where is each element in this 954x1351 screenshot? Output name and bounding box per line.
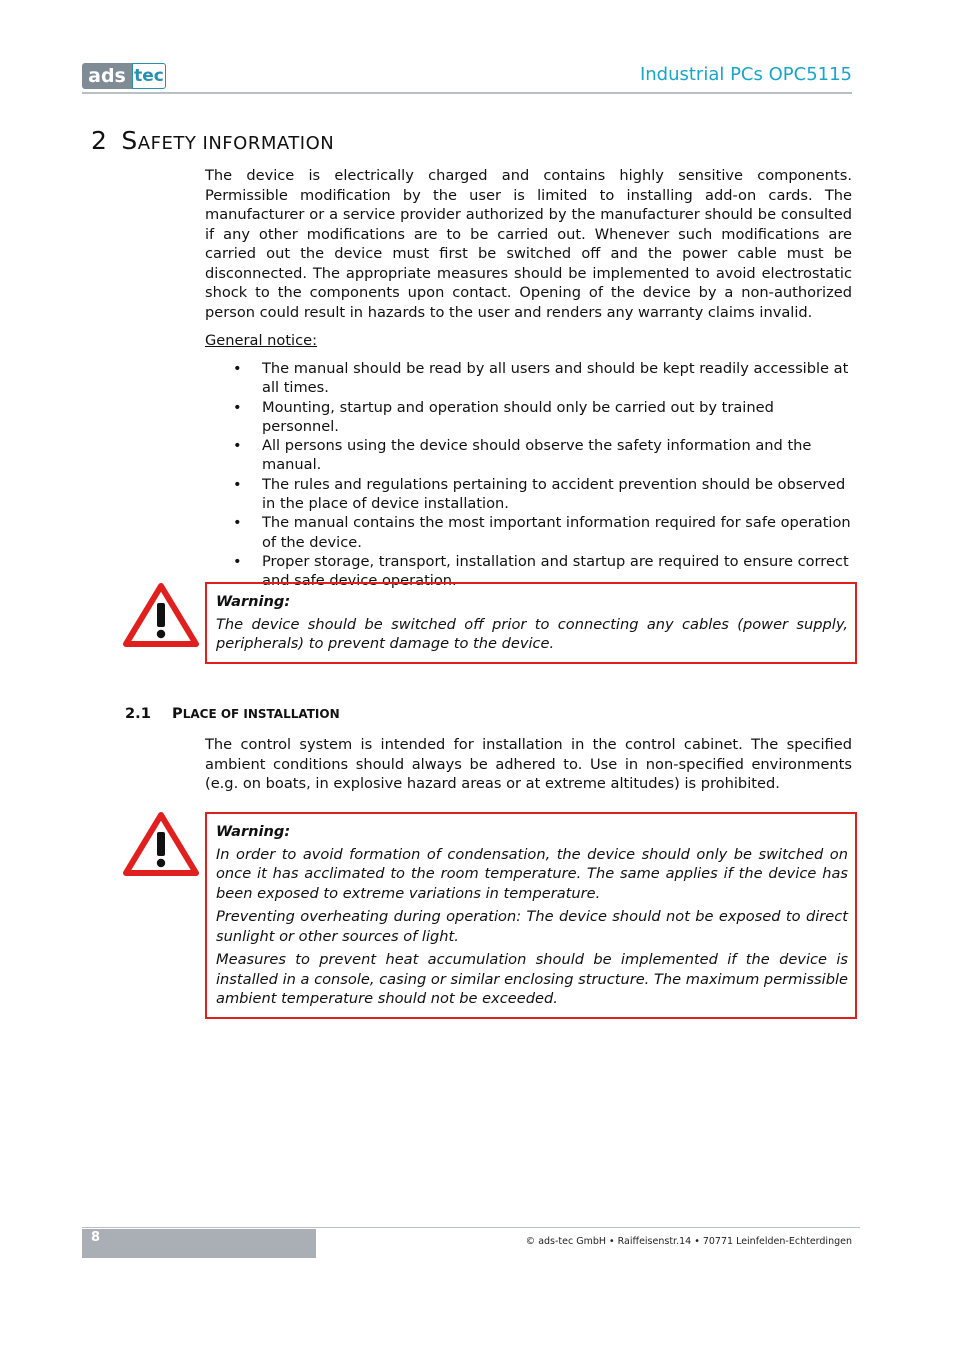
- page-number-bar: [82, 1229, 316, 1258]
- subsection-heading: [125, 705, 340, 722]
- header-divider: [82, 92, 852, 94]
- footer-divider: [82, 1227, 860, 1228]
- notice-list: [205, 359, 852, 591]
- section-title-initial: S: [121, 126, 138, 155]
- installation-paragraph: The control system is intended for installation in the control cabinet. The specified ambient conditions should always be adhered to. Use in non-specified environments (e.g. on boats, in explosive hazard areas or at extreme altitudes) is prohibited.: [205, 736, 852, 792]
- logo-tec-text: tec: [132, 63, 166, 89]
- warning-text: Measures to prevent heat accumulation should be implemented if the device is installed in a console, casing or similar enclosing structure. The maximum permissible ambient temperature should not be exceeded.: [216, 951, 848, 1007]
- general-notice-label: General notice:: [205, 332, 318, 349]
- warning-box: [205, 582, 857, 664]
- warning-triangle-icon: [123, 812, 199, 876]
- warning-box: [205, 812, 857, 1019]
- list-item: • All persons using the device should observe the safety information and the manual.: [205, 436, 852, 475]
- page-number: 8: [91, 1230, 101, 1245]
- warning-text: The device should be switched off prior to connecting any cables (power supply, peripherals) to prevent damage to the device.: [216, 615, 848, 652]
- section-intro-paragraph: The device is electrically charged and contains highly sensitive components. Permissible modification by the user is limited to installing add-on cards. The manufacturer or a service provider authorized by the manufacturer should be consulted if any other modifications are to be carried out. Whenever such modifications are carried out the device must first be switched off and the power cable must be disconnected. The appropriate measures should be implemented to avoid electrostatic shock to the components upon contact. Opening of the device by a non-authorized person could result in hazards to the user and renders any warranty claims invalid.: [205, 167, 852, 321]
- section-title-rest: AFETY INFORMATION: [137, 133, 335, 154]
- warning-triangle-icon: [123, 583, 199, 647]
- list-item: • The manual contains the most important information required for safe operation of the device.: [205, 513, 852, 552]
- warning-title: Warning:: [216, 593, 291, 610]
- subsection-number: 2.1: [125, 705, 151, 722]
- warning-text: In order to avoid formation of condensation, the device should only be switched on once it has acclimated to the room temperature. The same applies if the device has been exposed to extreme variations in temperature.: [216, 845, 848, 902]
- list-item: • The manual should be read by all users and should be kept readily accessible at all times.: [205, 359, 852, 398]
- warning-title: Warning:: [216, 823, 291, 840]
- company-logo: [82, 63, 166, 89]
- subsection-title-rest: LACE OF INSTALLATION: [182, 707, 340, 721]
- section-number: 2: [91, 126, 108, 155]
- list-item: • Proper storage, transport, installation and startup are required to ensure correct and safe device operation.: [205, 552, 852, 591]
- footer-copyright: © ads-tec GmbH • Raiffeisenstr.14 • 70771 Leinfelden-Echterdingen: [525, 1236, 852, 1247]
- warning-text: Preventing overheating during operation: The device should not be exposed to direct sunlight or other sources of light.: [216, 908, 848, 945]
- logo-ads-text: ads: [82, 63, 132, 89]
- subsection-title-initial: P: [172, 705, 183, 722]
- list-item: • Mounting, startup and operation should only be carried out by trained personnel.: [205, 398, 852, 437]
- section-heading: [91, 126, 334, 155]
- document-header-title: Industrial PCs OPC5115: [639, 64, 852, 85]
- list-item: • The rules and regulations pertaining to accident prevention should be observed in the place of device installation.: [205, 475, 852, 514]
